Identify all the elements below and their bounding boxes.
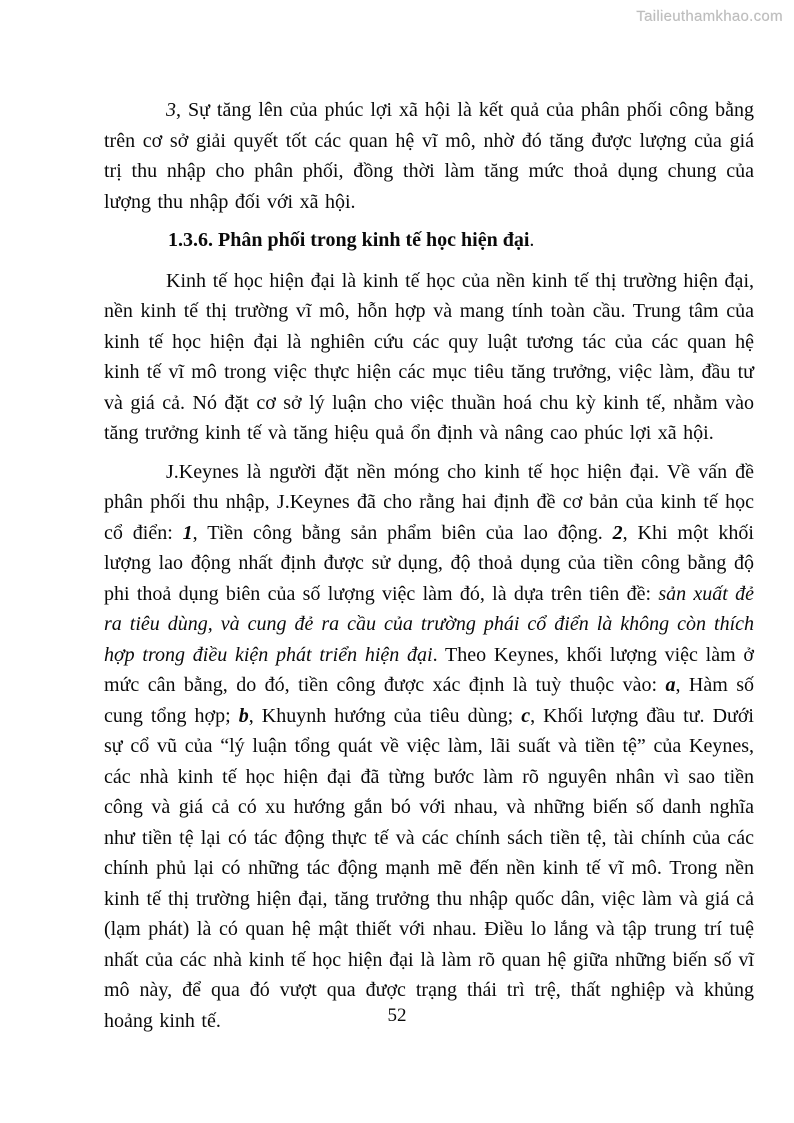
page-number: 52 [387, 1005, 407, 1026]
keynes-postulate-1-text: , Tiền công bằng sản phẩm biên của lao động. [192, 521, 613, 544]
keynes-conclusion-text: , Khối lượng đầu tư. Dưới sự cổ vũ của “lý luận tổng quát về việc làm, lãi suất và tiền tệ” của Keynes, các nhà kinh tế học hiện đại đã từng bước làm rõ nguyên nhân vì sao tiền công và giá cả có xu hướng gắn bó với nhau, và những biến số danh nghĩa như tiền tệ lại có tác động thực tế và các chính sách tiền tệ, tài chính của các chính phủ lại có những tác động mạnh mẽ đến nền kinh tế vĩ mô. Trong nền kinh tế thị trường hiện đại, tăng trưởng thu nhập quốc dân, việc làm và giá cả (lạm phát) là có quan hệ mật thiết với nhau. Điều lo lắng và tập trung trí tuệ nhất của các nhà kinh tế học hiện đại là làm rõ quan hệ giữa những biến số vĩ mô này, để qua đó vượt qua được trạng thái trì trệ, thất nghiệp và khủng hoảng kinh tế. [104, 704, 754, 1032]
paragraph-social-welfare-text: , Sự tăng lên của phúc lợi xã hội là kết quả của phân phối công bằng trên cơ sở giải quyết tốt các quan hệ vĩ mô, nhờ đó tăng được lượng của giá trị thu nhập cho phân phối, đồng thời làm tăng mức thoả dụng chung của lượng thu nhập đối với xã hội. [104, 99, 754, 213]
enum-marker-2: 2 [612, 521, 623, 544]
paragraph-keynes-distribution [104, 457, 754, 1037]
enum-marker-a: a [665, 674, 676, 696]
paragraph-modern-economics: Kinh tế học hiện đại là kinh tế học của nền kinh tế thị trường hiện đại, nền kinh tế thị trường vĩ mô, hỗn hợp và mang tính toàn cầu. Trung tâm của kinh tế học hiện đại là nghiên cứu các quy luật tương tác của các quan hệ kinh tế vĩ mô trong việc thực hiện các mục tiêu tăng trưởng, việc làm, đầu tư và giá cả. Nó đặt cơ sở lý luận cho việc thuần hoá chu kỳ kinh tế, nhằm vào tăng trưởng kinh tế và tăng hiệu quả ổn định và nâng cao phúc lợi xã hội. [104, 269, 754, 444]
section-heading-period: . [529, 229, 535, 251]
keynes-equilibrium-text: . Theo Keynes, khối lượng việc làm ở mức cân bằng, do đó, tiền công được xác định là tuỳ thuộc vào: [104, 643, 754, 696]
enum-marker-1: 1 [182, 521, 193, 544]
factor-b-text: , Khuynh hướng của tiêu dùng; [248, 704, 522, 727]
page-content [104, 95, 754, 1036]
keynes-postulate-2-text: , Khi một khối lượng lao động nhất định được sử dụng, độ thoả dụng của tiền công bằng độ phi thoả dụng biên của số lượng việc làm đó, là dựa trên tiên đề: [104, 521, 754, 605]
list-marker-3: 3 [166, 99, 176, 121]
enum-marker-c: c [521, 704, 531, 727]
section-heading-1-3-6 [104, 225, 754, 256]
watermark: Tailieuthamkhao.com [636, 8, 783, 25]
classical-premise-quote: sản xuất đẻ ra tiêu dùng, và cung đẻ ra cầu của trường phái cổ điển là không còn thích hợp trong điều kiện phát triển hiện đại [104, 582, 755, 666]
paragraph-social-welfare [104, 95, 754, 217]
section-heading-text: 1.3.6. Phân phối trong kinh tế học hiện đại [168, 229, 530, 251]
enum-marker-b: b [238, 704, 249, 727]
keynes-intro-text: J.Keynes là người đặt nền móng cho kinh tế học hiện đại. Về vấn đề phân phối thu nhập, J.Keynes đã cho rằng hai định đề cơ bản của kinh tế học cổ điển: [104, 460, 754, 544]
factor-a-text: , Hàm số cung tổng hợp; [104, 674, 754, 727]
